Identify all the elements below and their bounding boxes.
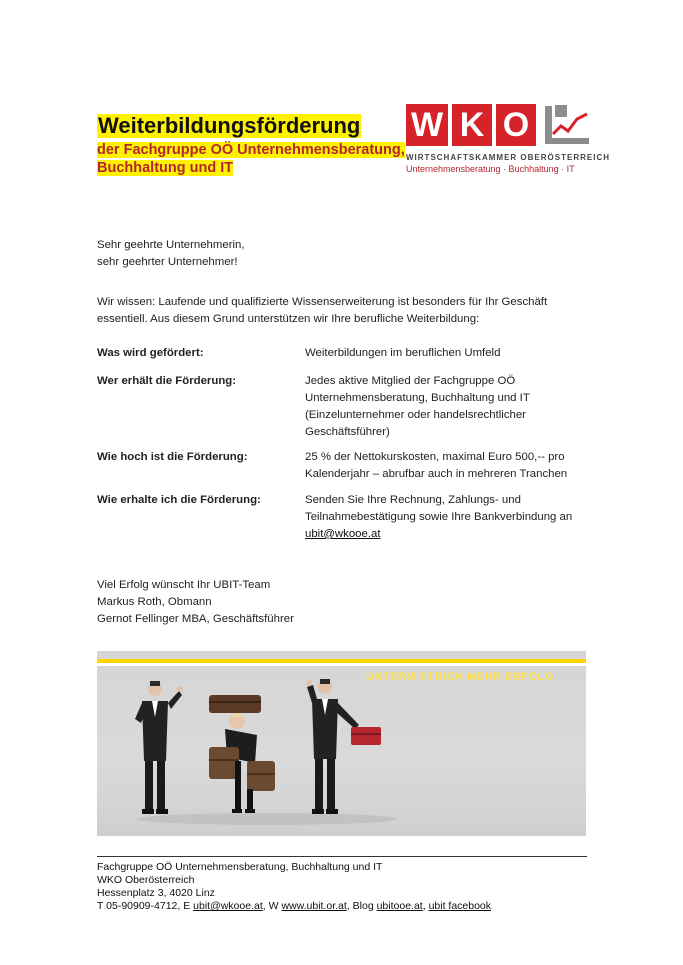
label-how-to-receive: Wie erhalte ich die Förderung: xyxy=(97,494,261,506)
subtitle-line-1: der Fachgruppe OÖ Unternehmensberatung, xyxy=(97,142,405,158)
value-line: Kalenderjahr – abrufbar auch in mehreren Tranchen xyxy=(305,468,568,480)
label-what-funded: Was wird gefördert: xyxy=(97,347,204,359)
footer-blog-link[interactable]: ubitooe.at xyxy=(376,900,423,912)
footer-email-link[interactable]: ubit@wkooe.at xyxy=(193,900,263,912)
value-line: 25 % der Nettokurskosten, maximal Euro 500,-- pro xyxy=(305,451,565,463)
greeting-line-2: sehr geehrter Unternehmer! xyxy=(97,256,238,268)
document-title: Weiterbildungsförderung xyxy=(98,113,361,138)
promo-banner xyxy=(97,651,586,836)
footer-separator: , Blog xyxy=(346,900,377,912)
woman-carrying-suitcases-figure xyxy=(209,695,275,813)
value-line: (Einzelunternehmer oder handelsrechtlicher xyxy=(305,409,526,421)
value-how-much xyxy=(305,449,590,483)
business-people-photo xyxy=(97,651,586,836)
label-how-much: Wie hoch ist die Förderung: xyxy=(97,451,248,463)
footer xyxy=(97,861,491,913)
value-what-funded xyxy=(305,345,590,362)
intro-paragraph xyxy=(97,294,577,328)
email-link[interactable]: ubit@wkooe.at xyxy=(305,528,381,540)
subtitle-line-2: Buchhaltung und IT xyxy=(97,160,234,176)
signature-line-2: Markus Roth, Obmann xyxy=(97,596,212,608)
footer-facebook-link[interactable]: ubit facebook xyxy=(428,900,492,912)
signature xyxy=(97,577,294,628)
signature-line-1: Viel Erfolg wünscht Ihr UBIT-Team xyxy=(97,579,271,591)
greeting-line-1: Sehr geehrte Unternehmerin, xyxy=(97,239,245,251)
value-line: Teilnahmebestätigung sowie Ihre Bankverbindung an xyxy=(305,511,573,523)
footer-separator: , xyxy=(422,900,429,912)
footer-org: Fachgruppe OÖ Unternehmensberatung, Buchhaltung und IT xyxy=(97,861,383,873)
wko-logo xyxy=(406,104,610,176)
growth-chart-icon xyxy=(541,104,589,146)
value-how-to-receive xyxy=(305,492,590,543)
signature-line-3: Gernot Fellinger MBA, Geschäftsführer xyxy=(97,613,294,625)
value-line: Weiterbildungen im beruflichen Umfeld xyxy=(305,347,501,359)
footer-web-link[interactable]: www.ubit.or.at xyxy=(281,900,347,912)
footer-chamber: WKO Oberösterreich xyxy=(97,874,195,886)
logo-division-name: Unternehmensberatung · Buchhaltung · IT xyxy=(406,164,575,174)
intro-line-1: Wir wissen: Laufende und qualifizierte Wissenserweiterung ist besonders für Ihr Geschäft xyxy=(97,296,548,308)
footer-separator: , W xyxy=(262,900,282,912)
logo-letter-k: K xyxy=(452,104,492,146)
footer-rule xyxy=(97,856,587,857)
document-subtitle xyxy=(97,141,405,177)
logo-chamber-name: WIRTSCHAFTSKAMMER OBERÖSTERREICH xyxy=(406,153,610,162)
greeting xyxy=(97,237,245,271)
intro-line-2: essentiell. Aus diesem Grund unterstützen wir Ihre berufliche Weiterbildung: xyxy=(97,313,480,325)
value-line: Geschäftsführer) xyxy=(305,426,390,438)
footer-phone: T 05-90909-4712, E xyxy=(97,900,194,912)
man-with-briefcase-figure xyxy=(306,679,381,814)
value-who-receives xyxy=(305,373,590,441)
logo-letter-o: O xyxy=(496,104,536,146)
man-with-hands-up-figure xyxy=(135,681,183,814)
footer-address: Hessenplatz 3, 4020 Linz xyxy=(97,887,215,899)
value-line: Senden Sie Ihre Rechnung, Zahlungs- und xyxy=(305,494,521,506)
banner-slogan: UNTERM STRICH MEHR ERFOLG xyxy=(366,671,554,683)
label-who-receives: Wer erhält die Förderung: xyxy=(97,375,237,387)
value-line: Jedes aktive Mitglied der Fachgruppe OÖ xyxy=(305,375,516,387)
value-line: Unternehmensberatung, Buchhaltung und IT xyxy=(305,392,530,404)
logo-letter-w: W xyxy=(406,104,448,146)
